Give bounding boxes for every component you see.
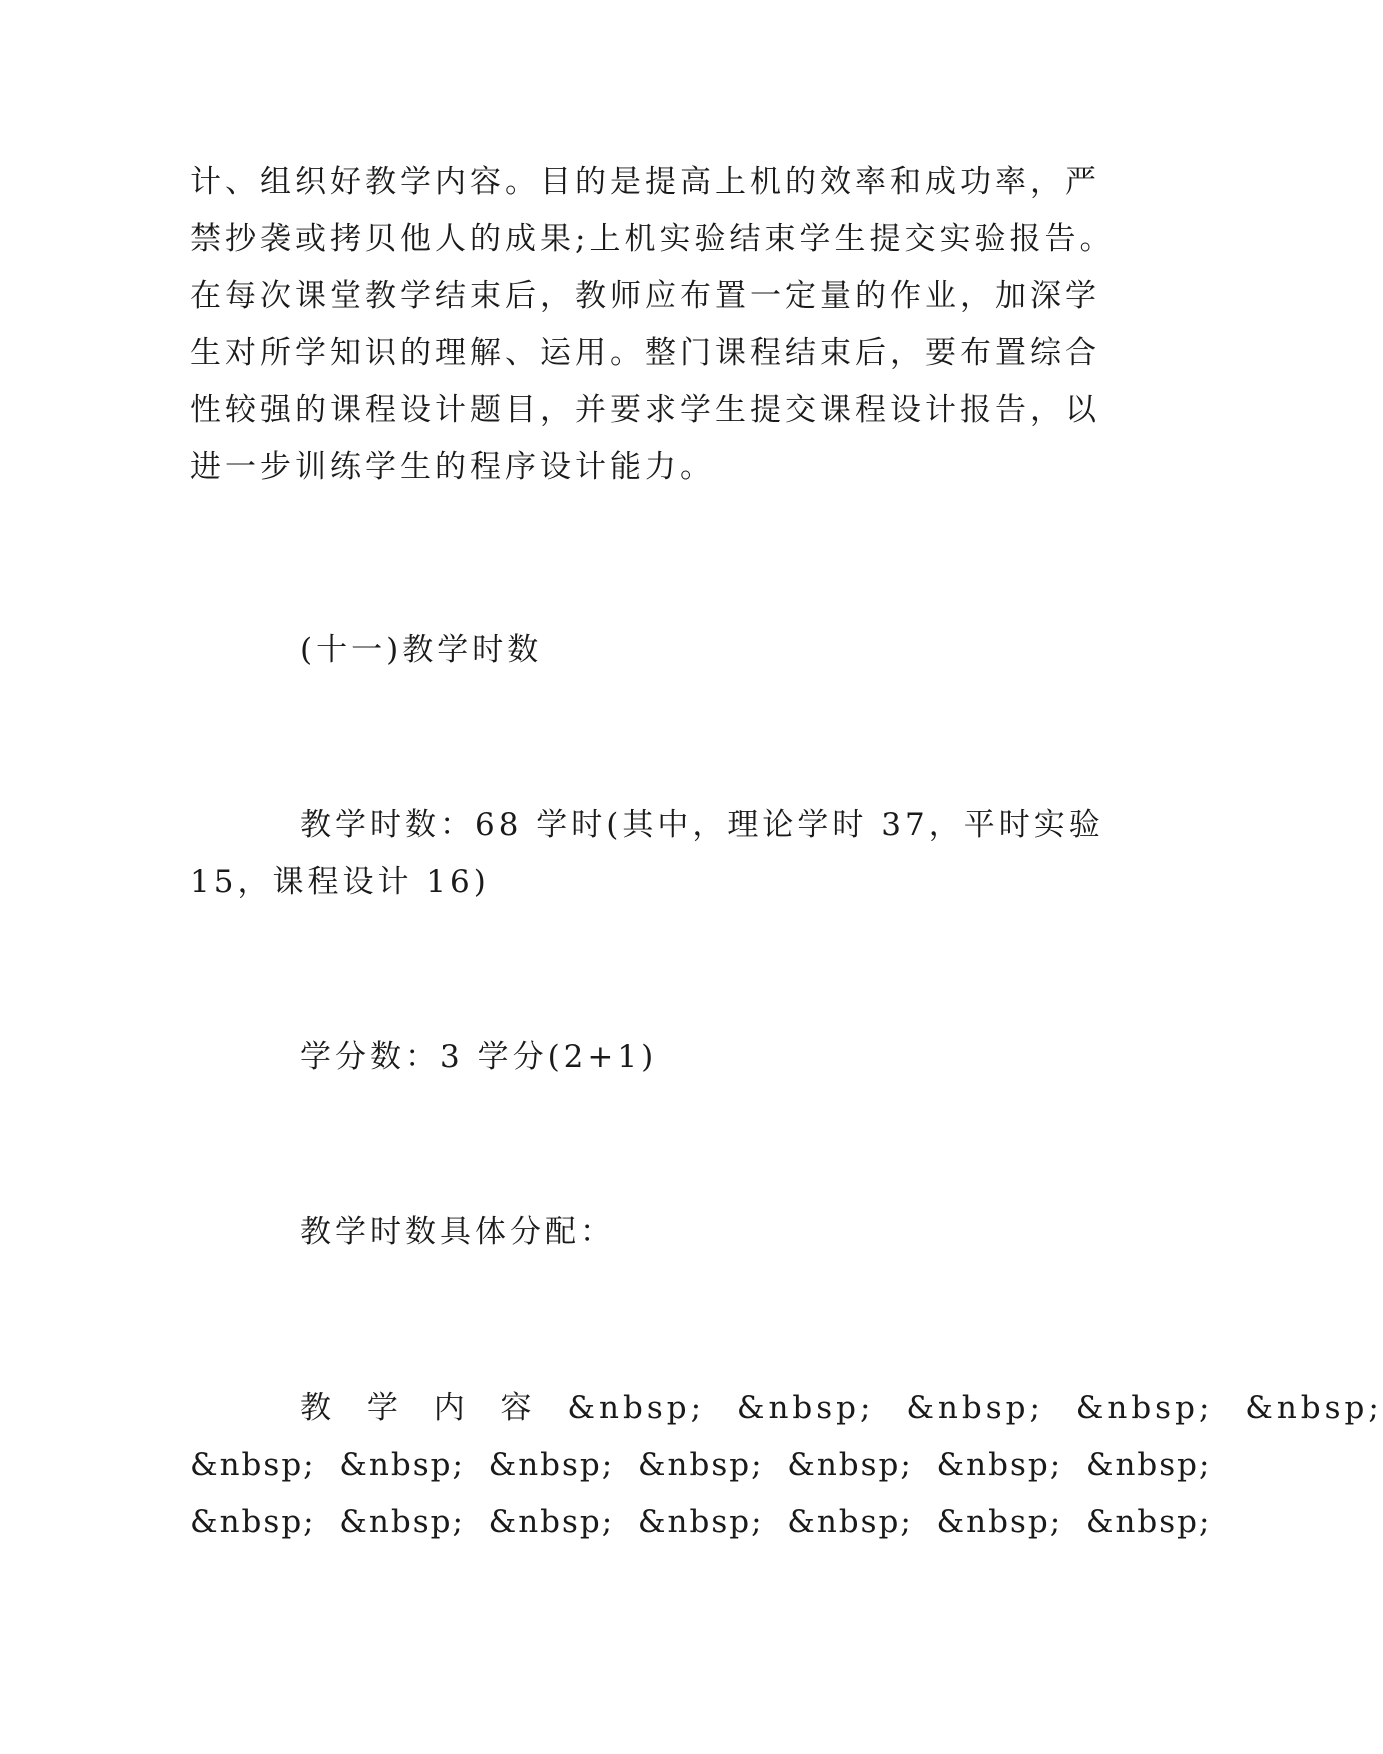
section-heading: (十一)教学时数 (300, 632, 543, 668)
content-header-line-2: &nbsp; &nbsp; &nbsp; &nbsp; &nbsp; &nbsp; &nbsp; (190, 1447, 1212, 1483)
teaching-hours-line-1: 教学时数：68 学时(其中，理论学时 37，平时实验 (300, 807, 1104, 843)
credits-line: 学分数：3 学分(2+1) (300, 1039, 658, 1075)
paragraph-line-1: 计、组织好教学内容。目的是提高上机的效率和成功率，严 (190, 164, 1100, 200)
teaching-hours-line-2: 15，课程设计 16) (190, 864, 490, 900)
paragraph-line-5: 性较强的课程设计题目，并要求学生提交课程设计报告，以 (190, 392, 1100, 428)
content-header-line-1: 教 学 内 容 &nbsp; &nbsp; &nbsp; &nbsp; &nbsp; (300, 1390, 1383, 1426)
paragraph-line-2: 禁抄袭或拷贝他人的成果;上机实验结束学生提交实验报告。 (190, 221, 1115, 257)
paragraph-line-6: 进一步训练学生的程序设计能力。 (190, 449, 715, 485)
content-header-line-3: &nbsp; &nbsp; &nbsp; &nbsp; &nbsp; &nbsp; &nbsp; (190, 1504, 1212, 1540)
paragraph-line-4: 生对所学知识的理解、运用。整门课程结束后，要布置综合 (190, 335, 1100, 371)
allocation-label: 教学时数具体分配： (300, 1214, 615, 1250)
paragraph-line-3: 在每次课堂教学结束后，教师应布置一定量的作业，加深学 (190, 278, 1100, 314)
